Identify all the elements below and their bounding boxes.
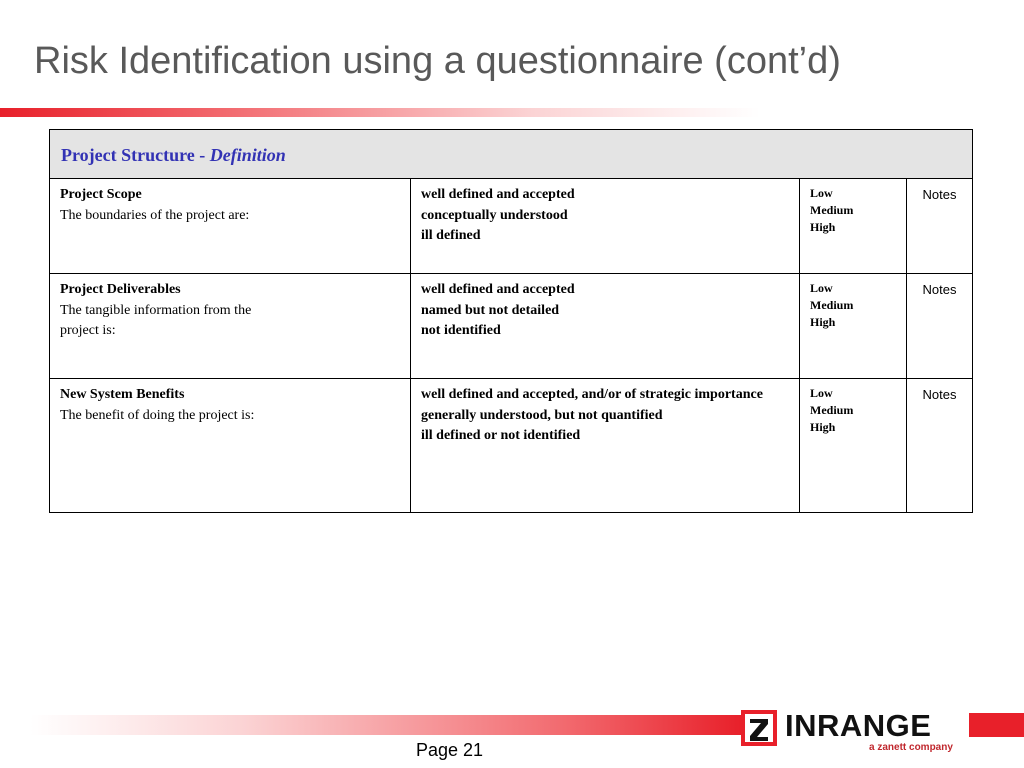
level-option: Low (810, 386, 833, 400)
question-description: The tangible information from the project is: (60, 302, 252, 338)
answer-option: well defined and accepted, and/or of strategic importance (421, 387, 763, 402)
levels-cell (800, 179, 907, 274)
table-row (50, 179, 973, 274)
table-row (50, 379, 973, 513)
logo-tagline: a zanett company (869, 742, 953, 753)
question-cell (50, 379, 411, 513)
level-option: Low (810, 186, 833, 200)
answer-option: named but not detailed (421, 302, 560, 318)
level-option: High (810, 315, 836, 329)
levels-cell (800, 379, 907, 513)
answer-option: generally understood, but not quantified (421, 407, 663, 423)
question-title: Project Scope (60, 187, 142, 202)
answers-cell (411, 379, 800, 513)
z-logo-icon (741, 710, 777, 746)
level-option: Medium (810, 298, 854, 312)
answers-cell (411, 179, 800, 274)
table-row (50, 274, 973, 379)
notes-cell: Notes (907, 274, 973, 379)
answer-option: ill defined or not identified (421, 428, 581, 443)
answer-option: well defined and accepted (421, 187, 575, 202)
section-subheading: Definition (209, 145, 286, 166)
notes-cell: Notes (907, 179, 973, 274)
questionnaire-table (49, 129, 973, 513)
notes-cell: Notes (907, 379, 973, 513)
question-title: New System Benefits (60, 387, 185, 402)
logo-wordmark: INRANGE (785, 708, 932, 743)
slide-title: Risk Identification using a questionnaire (cont’d) (34, 40, 841, 82)
answer-option: conceptually understood (421, 207, 568, 223)
logo-red-bar (969, 713, 1024, 737)
title-underline-bar (0, 108, 760, 117)
table-header-cell (50, 130, 973, 179)
question-cell (50, 179, 411, 274)
level-option: Medium (810, 403, 854, 417)
answers-cell (411, 274, 800, 379)
level-option: High (810, 420, 836, 434)
question-description: The benefit of doing the project is: (60, 407, 255, 423)
level-option: Medium (810, 203, 854, 217)
answer-option: well defined and accepted (421, 282, 575, 297)
question-title: Project Deliverables (60, 282, 181, 297)
question-description: The boundaries of the project are: (60, 207, 250, 223)
section-heading: Project Structure - (61, 145, 210, 166)
footer-gradient-bar (30, 715, 742, 735)
answer-option: not identified (421, 323, 501, 338)
table-header-row (50, 130, 973, 179)
question-cell (50, 274, 411, 379)
inrange-logo (741, 708, 1024, 758)
answer-option: ill defined (421, 228, 481, 243)
levels-cell (800, 274, 907, 379)
page-number: Page 21 (416, 740, 484, 760)
level-option: High (810, 220, 836, 234)
level-option: Low (810, 281, 833, 295)
